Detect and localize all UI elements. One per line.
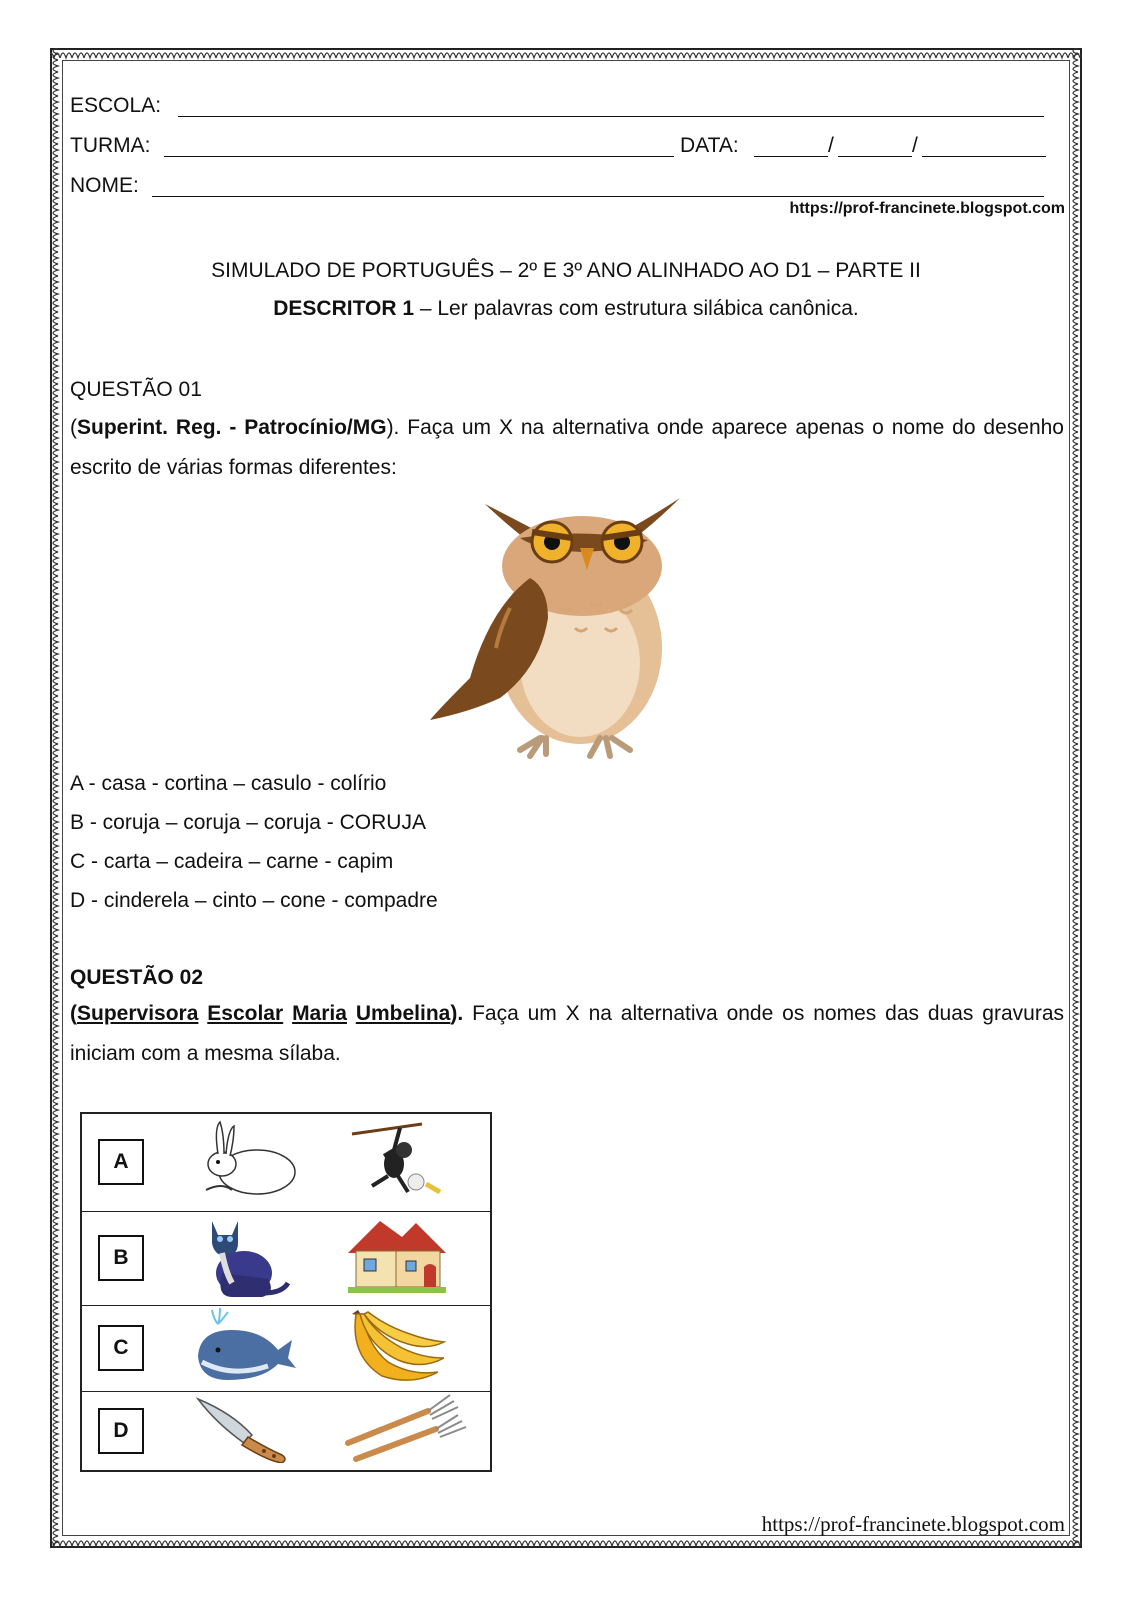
question-01-statement [70, 408, 1064, 488]
letter-box-c[interactable]: C [98, 1325, 144, 1371]
owl-icon [430, 498, 700, 768]
banana-icon [342, 1306, 452, 1386]
grid-row-d[interactable] [81, 1391, 491, 1471]
grid-row-b[interactable] [81, 1211, 491, 1305]
question-01-text: ). Faça um X na alternativa onde aparece apenas o nome do desenho escrito de várias formas diferentes: [70, 416, 1064, 479]
letter-box-b[interactable]: B [98, 1235, 144, 1281]
blog-url-header: https://prof-francinete.blogspot.com [789, 200, 1065, 217]
question-01-option-d[interactable]: D - cinderela – cinto – cone - compadre [70, 889, 438, 912]
grid-row-c[interactable] [81, 1305, 491, 1391]
nome-field[interactable] [152, 172, 1044, 197]
turma-field[interactable] [164, 132, 674, 157]
house-icon [342, 1213, 452, 1299]
date-year-field[interactable] [922, 132, 1046, 157]
answer-grid [80, 1112, 492, 1472]
date-month-field[interactable] [838, 132, 912, 157]
page-title: SIMULADO DE PORTUGUÊS – 2º E 3º ANO ALINHADO AO D1 – PARTE II [211, 259, 921, 282]
question-02-text: Faça um X na alternativa onde os nomes das duas gravuras iniciam com a mesma sílaba. [70, 1002, 1065, 1065]
question-01-source: Superint. Reg. - Patrocínio/MG [77, 416, 387, 439]
question-01-heading: QUESTÃO 01 [70, 378, 202, 401]
fork-icon [342, 1393, 472, 1463]
date-separator-2: / [912, 134, 918, 157]
footer-url[interactable]: https://prof-francinete.blogspot.com [761, 1512, 1065, 1536]
data-label: DATA: [680, 134, 739, 157]
open-paren: ( [70, 416, 77, 439]
date-day-field[interactable] [754, 132, 828, 157]
question-01-option-c[interactable]: C - carta – cadeira – carne - capim [70, 850, 394, 873]
question-02-heading: QUESTÃO 02 [70, 966, 204, 989]
grid-row-a[interactable] [81, 1113, 491, 1211]
letter-box-d[interactable]: D [98, 1408, 144, 1454]
knife-icon [192, 1393, 302, 1463]
question-01-option-b[interactable]: B - coruja – coruja – coruja - CORUJA [70, 811, 426, 834]
cat-icon [192, 1213, 302, 1299]
q2-source-1: Supervisora [77, 1002, 199, 1025]
question-01-option-a[interactable]: A - casa - cortina – casulo - colírio [70, 772, 387, 795]
rabbit-icon [192, 1120, 302, 1200]
escola-label: ESCOLA: [70, 94, 162, 117]
monkey-icon [342, 1120, 452, 1200]
descritor-label: DESCRITOR 1 [273, 297, 415, 320]
q2-source-4: Umbelina [355, 1002, 451, 1025]
descritor-line [70, 297, 1062, 321]
question-02-statement: (Supervisora Escolar Maria Umbelina). Faça um X na alternativa onde os nomes das duas gravuras iniciam com a mesma sílaba. [70, 1002, 1065, 1065]
escola-field[interactable] [178, 92, 1044, 117]
descritor-text: – Ler palavras com estrutura silábica canônica. [414, 297, 859, 320]
q2-source-2: Escolar [207, 1002, 284, 1025]
whale-icon [192, 1306, 302, 1386]
nome-label: NOME: [70, 174, 139, 197]
q2-source-3: Maria [292, 1002, 347, 1025]
date-separator-1: / [828, 134, 834, 157]
letter-box-a[interactable]: A [98, 1139, 144, 1185]
turma-label: TURMA: [70, 134, 151, 157]
